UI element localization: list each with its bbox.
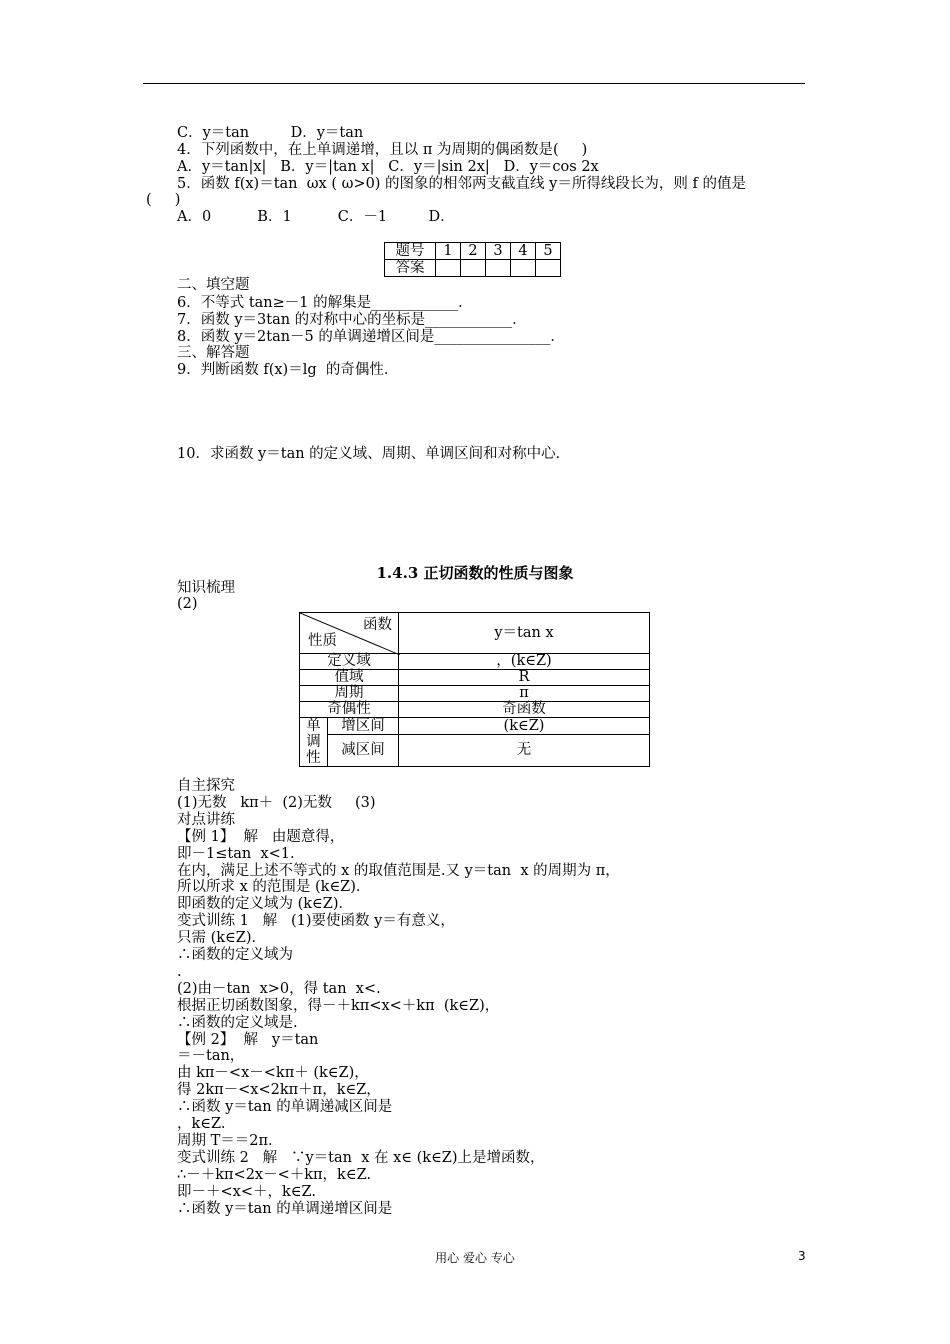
solution-line: 变式训练 2 解 ∵y＝tan x 在 x∈ (k∈Z)上是增函数， bbox=[177, 1149, 545, 1166]
increasing-label: 增区间 bbox=[328, 718, 399, 735]
mono-char: 调 bbox=[306, 734, 321, 750]
solution-line: 对点讲练 bbox=[177, 811, 235, 828]
page-number: 3 bbox=[798, 1249, 806, 1263]
diagonal-header-cell bbox=[300, 613, 399, 654]
solution-line: 所以所求 x 的范围是 (k∈Z)． bbox=[177, 879, 371, 896]
row-label: 值域 bbox=[300, 670, 399, 686]
solution-line: 【例 2】 解 y＝tan bbox=[177, 1031, 319, 1048]
q3-options: C．y＝tan D．y＝tan bbox=[177, 125, 364, 141]
solution-line: 只需 (k∈Z)． bbox=[177, 930, 267, 947]
q4-stem: 4．下列函数中，在上单调递增，且以 π 为周期的偶函数是( ) bbox=[177, 142, 588, 158]
row-value: π bbox=[399, 686, 650, 702]
solution-line: 变式训练 1 解 (1)要使函数 y＝有意义， bbox=[177, 913, 455, 930]
row-label: 定义域 bbox=[300, 654, 399, 670]
solution-line: (2)由－tan x>0，得 tan x<. bbox=[177, 980, 381, 997]
table-row bbox=[300, 702, 650, 718]
solution-line: 周期 T＝＝2π． bbox=[177, 1132, 283, 1149]
solution-line: 根据正切函数图象，得－＋kπ<x<＋kπ (k∈Z)， bbox=[177, 997, 500, 1014]
answer-table bbox=[384, 242, 561, 277]
q6: 6．不等式 tan≥－1 的解集是____________． bbox=[177, 295, 473, 311]
table-row bbox=[300, 735, 650, 767]
answer-table-cell: 1 bbox=[436, 243, 461, 260]
answer-table-cell: 答案 bbox=[385, 260, 436, 277]
answer-blank-cell[interactable] bbox=[536, 260, 561, 277]
table-row bbox=[300, 718, 650, 735]
table-row bbox=[300, 686, 650, 702]
decreasing-label: 减区间 bbox=[328, 735, 399, 767]
q9: 9．判断函数 f(x)＝lg 的奇偶性． bbox=[177, 362, 399, 378]
solution-line: (1)无数 kπ＋ (2)无数 (3) bbox=[177, 794, 376, 811]
solution-line: 得 2kπ－<x<2kπ＋π，k∈Z， bbox=[177, 1082, 381, 1099]
solution-line: ＝－tan， bbox=[177, 1048, 245, 1065]
section-title: 1.4.3 正切函数的性质与图象 bbox=[376, 564, 574, 582]
solution-line: ∴－＋kπ<2x－<＋kπ，k∈Z. bbox=[177, 1166, 372, 1183]
answer-table-cell: 3 bbox=[486, 243, 511, 260]
row-value: R bbox=[399, 670, 650, 686]
answer-table-cell: 5 bbox=[536, 243, 561, 260]
solution-line: 即－＋<x<＋，k∈Z. bbox=[177, 1183, 316, 1200]
decreasing-value: 无 bbox=[399, 735, 650, 767]
solution-line: ∴函数 y＝tan 的单调递增区间是 bbox=[177, 1200, 393, 1217]
tangent-property-table bbox=[299, 612, 650, 767]
solution-line: 由 kπ－<x－<kπ＋ (k∈Z)， bbox=[177, 1065, 369, 1082]
answer-table-cell: 题号 bbox=[385, 243, 436, 260]
header-prop-label: 性质 bbox=[308, 633, 337, 649]
q5-options: A．0 B．1 C．－1 D． bbox=[177, 209, 455, 225]
q7: 7．函数 y＝3tan 的对称中心的坐标是____________． bbox=[177, 312, 527, 328]
mono-char: 性 bbox=[306, 750, 321, 766]
solve-section-header: 三、解答题 bbox=[177, 345, 250, 361]
answer-table-row bbox=[385, 260, 561, 277]
header-function-cell: y＝tan x bbox=[399, 613, 650, 654]
answer-blank-cell[interactable] bbox=[486, 260, 511, 277]
mono-char: 单 bbox=[306, 718, 321, 734]
solution-line: 即函数的定义域为 (k∈Z)． bbox=[177, 896, 354, 913]
table-row bbox=[300, 654, 650, 670]
header-rule bbox=[143, 83, 805, 84]
q10: 10．求函数 y＝tan 的定义域、周期、单调区间和对称中心． bbox=[177, 446, 571, 462]
answer-table-row bbox=[385, 243, 561, 260]
solution-line: 【例 1】 解 由题意得， bbox=[177, 828, 345, 845]
q5-paren: ( ) bbox=[146, 192, 181, 208]
answer-blank-cell[interactable] bbox=[461, 260, 486, 277]
solution-line: 即－1≤tan x<1. bbox=[177, 845, 295, 862]
table-row bbox=[300, 613, 650, 654]
solution-line: ∴函数的定义域为 bbox=[177, 947, 293, 963]
row-label: 奇偶性 bbox=[300, 702, 399, 718]
q4-options: A．y＝tan|x| B．y＝|tan x| C．y＝|sin 2x| D．y＝cos 2x bbox=[177, 159, 599, 175]
row-label: 周期 bbox=[300, 686, 399, 702]
solution-line: ∴函数的定义域是. bbox=[177, 1014, 298, 1031]
row-value: 奇函数 bbox=[399, 702, 650, 718]
footer-text: 用心 爱心 专心 bbox=[435, 1251, 515, 1265]
answer-blank-cell[interactable] bbox=[436, 260, 461, 277]
increasing-value: (k∈Z) bbox=[399, 718, 650, 735]
row-value: ，(k∈Z) bbox=[399, 654, 650, 670]
solution-line: . bbox=[177, 963, 182, 980]
q5-stem: 5．函数 f(x)＝tan ωx ( ω>0) 的图象的相邻两支截直线 y＝所得线段长为，则 f 的值是 bbox=[177, 176, 746, 192]
answer-blank-cell[interactable] bbox=[511, 260, 536, 277]
header-func-label: 函数 bbox=[363, 617, 392, 633]
q8: 8．函数 y＝2tan－5 的单调递增区间是________________． bbox=[177, 329, 565, 345]
fill-section-header: 二、填空题 bbox=[177, 277, 250, 293]
solution-line: 自主探究 bbox=[177, 778, 235, 794]
knowledge-heading: 知识梳理 bbox=[177, 580, 235, 596]
table-row bbox=[300, 670, 650, 686]
monotonicity-label bbox=[300, 718, 328, 767]
solution-line: 在内，满足上述不等式的 x 的取值范围是.又 y＝tan x 的周期为 π， bbox=[177, 862, 620, 879]
answer-table-cell: 4 bbox=[511, 243, 536, 260]
answer-table-cell: 2 bbox=[461, 243, 486, 260]
sub-item-2: (2) bbox=[177, 596, 198, 612]
solution-line: ∴函数 y＝tan 的单调递减区间是 bbox=[177, 1099, 393, 1116]
solution-line: ，k∈Z. bbox=[177, 1116, 226, 1132]
